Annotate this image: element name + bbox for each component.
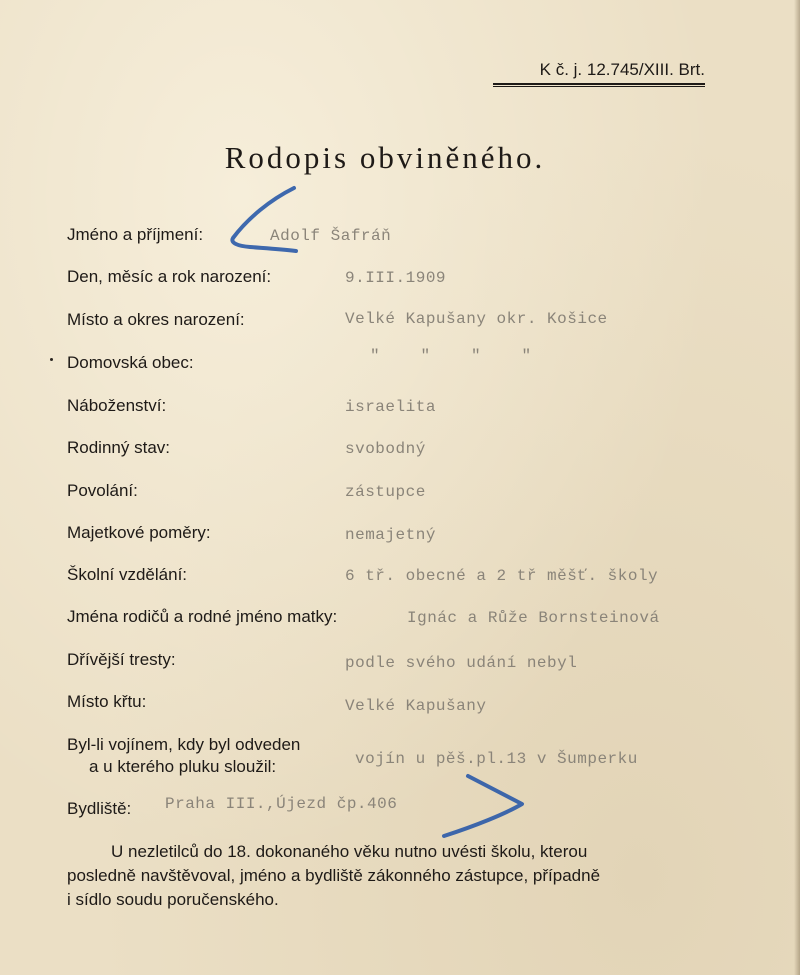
label-marital-status: Rodinný stav: xyxy=(67,438,170,457)
reference-number: K č. j. 12.745/XIII. Brt. xyxy=(493,60,705,85)
label-birth-place: Místo a okres narození: xyxy=(67,310,245,329)
value-previous-sentences: podle svého udání nebyl xyxy=(345,654,578,672)
label-occupation: Povolání: xyxy=(67,481,138,500)
value-education: 6 tř. obecné a 2 tř měšť. školy xyxy=(345,567,659,585)
value-name: Adolf Šafráň xyxy=(270,227,392,245)
label-military-2: a u kterého pluku sloužil: xyxy=(89,757,277,776)
label-education: Školní vzdělání: xyxy=(67,565,188,584)
value-marital-status: svobodný xyxy=(345,440,426,458)
value-baptism-place: Velké Kapušany xyxy=(345,697,487,715)
value-birth-date: 9.III.1909 xyxy=(345,269,447,287)
label-military-1: Byl-li vojínem, kdy byl odveden xyxy=(67,735,301,754)
value-residence: Praha III.,Újezd čp.406 xyxy=(165,795,398,813)
value-parents: Ignác a Růže Bornsteinová xyxy=(407,609,660,627)
value-religion: israelita xyxy=(345,398,436,416)
footnote-line-2: posledně navštěvoval, jméno a bydliště zákonného zástupce, případně xyxy=(67,866,601,885)
value-birth-place: Velké Kapušany okr. Košice xyxy=(345,310,608,328)
value-occupation: zástupce xyxy=(345,483,426,501)
label-baptism-place: Místo křtu: xyxy=(67,692,147,711)
label-religion: Náboženství: xyxy=(67,396,167,415)
label-birth-date: Den, měsíc a rok narození: xyxy=(67,267,272,286)
label-residence: Bydliště: xyxy=(67,799,132,818)
label-name: Jméno a příjmení: xyxy=(67,225,204,244)
footnote-line-1: U nezletilců do 18. dokonaného věku nutno uvésti školu, kterou xyxy=(111,842,588,861)
label-property: Majetkové poměry: xyxy=(67,523,211,542)
label-parents: Jména rodičů a rodné jméno matky: xyxy=(67,607,338,626)
value-home-municipality: " " " " xyxy=(370,347,532,365)
value-military: vojín u pěš.pl.13 v Šumperku xyxy=(355,750,638,768)
label-previous-sentences: Dřívější tresty: xyxy=(67,650,176,669)
blue-pencil-check-mark xyxy=(232,188,296,251)
label-home-municipality: Domovská obec: xyxy=(67,353,194,372)
blue-pencil-arrow-mark xyxy=(444,776,522,836)
value-property: nemajetný xyxy=(345,526,436,544)
document-title: Rodopis obviněného. xyxy=(224,140,546,175)
footnote-line-3: i sídlo soudu poručenského. xyxy=(67,890,279,909)
